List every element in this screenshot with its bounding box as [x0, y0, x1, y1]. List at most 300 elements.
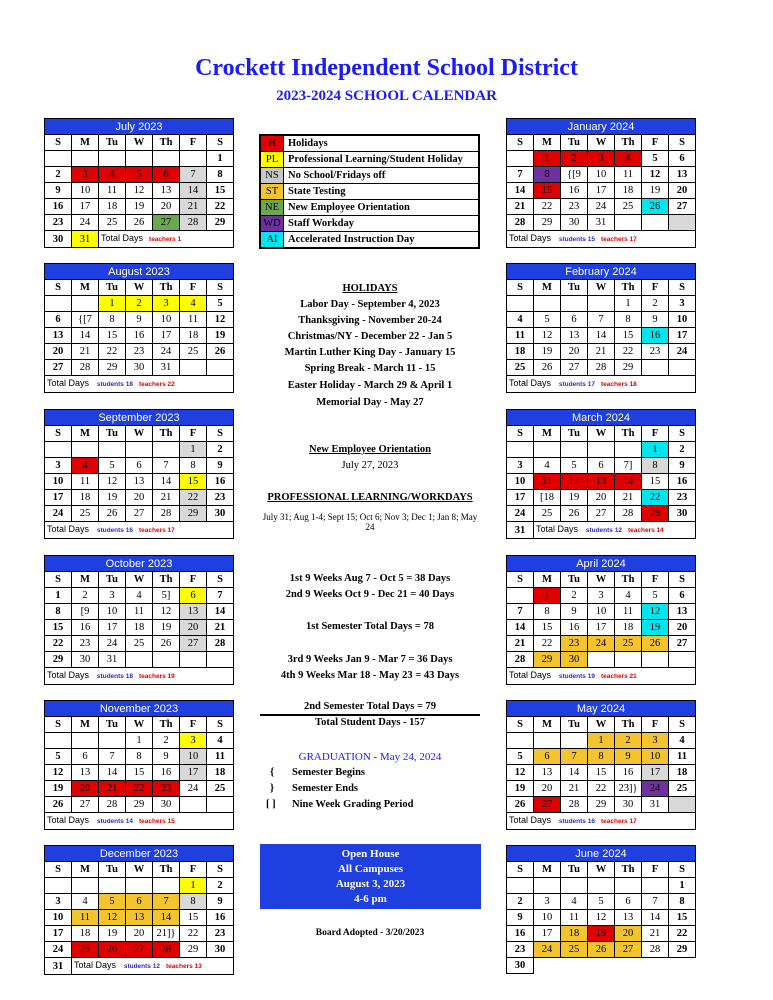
first-nine-weeks: 1st 9 Weeks Aug 7 - Oct 5 = 38 Days: [289, 573, 451, 584]
legend-label-holidays: Holidays: [284, 135, 480, 152]
day-cell: [507, 151, 534, 167]
total-days-cell: [99, 231, 234, 248]
month-grid: [44, 571, 234, 685]
day-cell: 25: [669, 781, 696, 797]
legend-code-state-testing: ST: [260, 184, 284, 200]
day-cell: 6: [126, 458, 153, 474]
day-cell: [99, 878, 126, 894]
day-cell: 24: [99, 636, 126, 652]
day-cell: 7: [561, 749, 588, 765]
day-cell: 14: [507, 183, 534, 199]
day-of-week-header: W: [126, 426, 153, 442]
day-cell: 12: [561, 474, 588, 490]
day-cell: 27: [561, 360, 588, 376]
week-row: [45, 652, 234, 668]
day-cell: 5: [588, 894, 615, 910]
week-row: [45, 620, 234, 636]
day-cell: [126, 878, 153, 894]
day-cell: 1: [534, 588, 561, 604]
day-of-week-header: F: [180, 135, 207, 151]
total-days-label: Total Days: [509, 378, 552, 388]
day-of-week-header: W: [126, 280, 153, 296]
calendar-subtitle: 2023-2024 SCHOOL CALENDAR: [276, 88, 497, 104]
day-cell: 11: [99, 183, 126, 199]
day-cell: 22: [642, 490, 669, 506]
month-header: December 2023: [44, 845, 234, 861]
day-cell: 30: [507, 958, 534, 974]
day-cell: 27: [153, 215, 180, 231]
day-of-week-header: S: [669, 717, 696, 733]
month-grid: [506, 716, 696, 830]
day-cell: 16: [207, 910, 234, 926]
day-cell: 13: [45, 328, 72, 344]
day-cell: [669, 797, 696, 813]
day-cell: 25: [534, 506, 561, 522]
day-cell: 27: [45, 360, 72, 376]
legend-code-new-employee: NE: [260, 200, 284, 216]
day-cell: 8: [534, 167, 561, 183]
day-cell: 11: [669, 749, 696, 765]
day-cell: [126, 442, 153, 458]
day-cell: 27: [180, 636, 207, 652]
day-of-week-header: W: [588, 135, 615, 151]
day-cell: 24: [669, 344, 696, 360]
day-cell: 18: [507, 344, 534, 360]
day-of-week-header: S: [669, 572, 696, 588]
day-cell: 19: [588, 926, 615, 942]
day-cell: 24: [45, 942, 72, 958]
day-cell: 25: [72, 942, 99, 958]
day-cell: 10: [45, 910, 72, 926]
day-cell: 25: [615, 636, 642, 652]
day-cell: 11: [180, 312, 207, 328]
total-days-label: Total Days: [47, 815, 90, 825]
day-cell: 30: [207, 942, 234, 958]
month-october-2023: [44, 555, 234, 685]
third-nine-weeks: 3rd 9 Weeks Jan 9 - Mar 7 = 36 Days: [287, 654, 453, 665]
day-cell: 8: [669, 894, 696, 910]
day-cell: 27: [669, 199, 696, 215]
day-cell: 29: [642, 506, 669, 522]
day-cell: 2: [72, 588, 99, 604]
day-cell: 1: [669, 878, 696, 894]
day-cell: [588, 878, 615, 894]
day-cell: 29: [45, 652, 72, 668]
day-cell: 21: [180, 199, 207, 215]
day-cell: [615, 652, 642, 668]
day-cell: 28: [615, 506, 642, 522]
week-row: [507, 474, 696, 490]
week-row: [45, 458, 234, 474]
day-cell: [561, 733, 588, 749]
students-count: students 18: [95, 673, 133, 680]
day-of-week-header: M: [534, 280, 561, 296]
day-cell: 13: [669, 167, 696, 183]
day-cell: [72, 878, 99, 894]
day-cell: 15: [669, 910, 696, 926]
total-days-cell: [45, 668, 234, 685]
day-of-week-header: S: [45, 280, 72, 296]
total-days-label: Total Days: [47, 670, 90, 680]
total-days-label: Total Days: [74, 960, 117, 970]
day-cell: [45, 151, 72, 167]
day-of-week-header: Th: [153, 862, 180, 878]
day-cell: [615, 878, 642, 894]
day-cell: 8: [126, 749, 153, 765]
day-cell: 5: [642, 151, 669, 167]
day-cell: 21: [99, 781, 126, 797]
day-cell: 10: [72, 183, 99, 199]
day-cell: 28: [99, 797, 126, 813]
day-of-week-header: S: [45, 426, 72, 442]
day-cell: 6: [669, 588, 696, 604]
day-cell: 7: [507, 167, 534, 183]
month-header: February 2024: [506, 263, 696, 279]
day-of-week-header: S: [507, 717, 534, 733]
week-row: [45, 813, 234, 830]
day-of-week-header: S: [507, 426, 534, 442]
day-cell: 30: [72, 652, 99, 668]
day-cell: 12: [99, 474, 126, 490]
day-of-week-header: S: [45, 572, 72, 588]
week-row: [507, 376, 696, 393]
day-cell: 17: [45, 926, 72, 942]
day-of-week-header: M: [534, 717, 561, 733]
day-cell: [45, 733, 72, 749]
day-cell: 3: [534, 894, 561, 910]
day-cell: 4: [126, 588, 153, 604]
day-cell: 13: [669, 604, 696, 620]
day-of-week-header: S: [507, 280, 534, 296]
day-cell: 9: [207, 894, 234, 910]
day-cell: 3: [588, 151, 615, 167]
day-cell: 4: [180, 296, 207, 312]
day-cell: 25: [561, 942, 588, 958]
day-of-week-header: Th: [153, 135, 180, 151]
day-cell: 20: [534, 781, 561, 797]
day-cell: 6: [126, 894, 153, 910]
day-cell: 26: [561, 506, 588, 522]
day-cell: 20: [669, 183, 696, 199]
day-cell: [45, 442, 72, 458]
district-title: Crockett Independent School District: [195, 55, 578, 81]
holidays-heading: HOLIDAYS: [342, 283, 398, 294]
day-of-week-header: M: [72, 426, 99, 442]
day-of-week-header: Th: [153, 426, 180, 442]
day-cell: 18: [615, 183, 642, 199]
week-row: [507, 442, 696, 458]
day-cell: 6: [153, 167, 180, 183]
day-of-week-header: S: [207, 572, 234, 588]
day-cell: 8: [615, 312, 642, 328]
week-row: [507, 458, 696, 474]
fourth-nine-weeks: 4th 9 Weeks Mar 18 - May 23 = 43 Days: [280, 670, 460, 681]
day-of-week-header: Tu: [561, 426, 588, 442]
board-adopted: Board Adopted - 3/20/2023: [315, 928, 425, 938]
day-cell: 26: [642, 636, 669, 652]
month-grid: [506, 571, 696, 685]
day-cell: 10: [534, 910, 561, 926]
month-grid: [44, 134, 234, 248]
day-cell: 29: [99, 360, 126, 376]
day-cell: 12: [642, 604, 669, 620]
day-cell: 19: [534, 344, 561, 360]
total-days-cell: [534, 522, 696, 539]
day-cell: 11: [72, 910, 99, 926]
day-cell: 28: [561, 797, 588, 813]
day-cell: 4: [72, 894, 99, 910]
open-house-box: [260, 844, 481, 909]
day-cell: 28: [207, 636, 234, 652]
day-cell: 3: [99, 588, 126, 604]
day-cell: 21: [588, 344, 615, 360]
day-cell: 27: [534, 797, 561, 813]
day-of-week-header: S: [669, 862, 696, 878]
day-cell: 13: [561, 328, 588, 344]
day-cell: 18: [615, 620, 642, 636]
day-cell: 28: [153, 506, 180, 522]
week-row: [507, 620, 696, 636]
day-of-week-header: Th: [153, 280, 180, 296]
day-cell: 22: [588, 781, 615, 797]
day-cell: 18: [72, 490, 99, 506]
day-cell: 18: [126, 620, 153, 636]
day-of-week-header: F: [180, 572, 207, 588]
day-cell: 6: [45, 312, 72, 328]
month-header: November 2023: [44, 700, 234, 716]
month-header: June 2024: [506, 845, 696, 861]
month-header: October 2023: [44, 555, 234, 571]
holiday-item: Easter Holiday - March 29 & April 1: [287, 380, 453, 391]
day-cell: 4: [99, 167, 126, 183]
day-cell: 12: [99, 910, 126, 926]
day-cell: 2: [126, 296, 153, 312]
day-cell: 17: [180, 765, 207, 781]
day-cell: 15: [615, 328, 642, 344]
day-cell: 15: [207, 183, 234, 199]
day-of-week-header: Th: [615, 426, 642, 442]
day-cell: 23: [642, 344, 669, 360]
week-row: [45, 926, 234, 942]
month-july-2023: [44, 118, 234, 248]
day-cell: [72, 151, 99, 167]
day-cell: 31: [642, 797, 669, 813]
month-grid: [506, 134, 696, 248]
day-cell: 23: [561, 636, 588, 652]
week-row: [507, 765, 696, 781]
month-grid: [506, 425, 696, 539]
day-cell: 9: [153, 749, 180, 765]
day-cell: 24: [642, 781, 669, 797]
day-cell: 5: [561, 458, 588, 474]
day-of-week-header: W: [126, 862, 153, 878]
total-days-label: Total Days: [47, 378, 90, 388]
day-cell: [669, 652, 696, 668]
day-cell: [153, 878, 180, 894]
day-cell: 3: [642, 733, 669, 749]
day-cell: 3: [669, 296, 696, 312]
day-cell: 24: [507, 506, 534, 522]
total-days-cell: [45, 376, 234, 393]
day-cell: 13: [126, 910, 153, 926]
day-cell: 14: [615, 474, 642, 490]
month-header: August 2023: [44, 263, 234, 279]
day-cell: 19: [99, 926, 126, 942]
day-cell: 16: [561, 620, 588, 636]
week-row: [45, 215, 234, 231]
week-row: [45, 878, 234, 894]
day-cell: 5: [99, 894, 126, 910]
workdays-dates: July 31; Aug 1-4; Sept 15; Oct 6; Nov 3; Dec 1; Jan 8; May 24: [262, 512, 478, 532]
week-row: [45, 749, 234, 765]
day-of-week-header: M: [72, 862, 99, 878]
symbol-grading-period: [266, 799, 496, 810]
day-cell: 2: [207, 878, 234, 894]
day-of-week-header: Tu: [561, 280, 588, 296]
day-cell: 21: [615, 490, 642, 506]
week-row: [45, 942, 234, 958]
week-row: [45, 328, 234, 344]
day-cell: 22: [207, 199, 234, 215]
week-row: [507, 733, 696, 749]
day-cell: 19: [507, 781, 534, 797]
day-cell: 5: [507, 749, 534, 765]
day-cell: 22: [45, 636, 72, 652]
month-november-2023: [44, 700, 234, 830]
symbol-semester-begins: [270, 767, 500, 778]
day-cell: 14: [72, 328, 99, 344]
week-row: [507, 813, 696, 830]
holiday-item: Spring Break - March 11 - 15: [304, 363, 436, 374]
day-cell: 29: [615, 360, 642, 376]
day-cell: 18: [72, 926, 99, 942]
day-cell: 8: [588, 749, 615, 765]
day-cell: 20: [561, 344, 588, 360]
day-cell: 23: [126, 344, 153, 360]
day-cell: 29: [180, 942, 207, 958]
day-cell: 9: [642, 312, 669, 328]
day-of-week-header: Tu: [99, 572, 126, 588]
day-cell: 16: [126, 328, 153, 344]
day-cell: 26: [207, 344, 234, 360]
day-cell: 14: [153, 910, 180, 926]
total-days-cell: [507, 376, 696, 393]
week-row: [507, 490, 696, 506]
day-cell: 17: [669, 328, 696, 344]
day-cell: [615, 215, 642, 231]
day-cell: 21]}: [153, 926, 180, 942]
day-of-week-header: M: [72, 717, 99, 733]
week-row: [45, 958, 234, 975]
day-of-week-header: S: [207, 862, 234, 878]
day-cell: 21: [561, 781, 588, 797]
day-cell: 24: [588, 199, 615, 215]
day-of-week-header: S: [507, 572, 534, 588]
day-cell: [642, 215, 669, 231]
open-house-line: August 3, 2023: [335, 878, 406, 890]
week-row: [45, 360, 234, 376]
day-cell: 15: [642, 474, 669, 490]
day-cell: 1: [180, 442, 207, 458]
day-cell: 2: [45, 167, 72, 183]
day-cell: 16: [507, 926, 534, 942]
day-cell: [561, 442, 588, 458]
total-days-cell: [507, 231, 696, 248]
day-cell: 28: [180, 215, 207, 231]
day-cell: 28: [642, 942, 669, 958]
day-cell: 3: [180, 733, 207, 749]
day-of-week-header: F: [180, 280, 207, 296]
day-cell: 16: [615, 765, 642, 781]
legend-code-holidays: H: [260, 135, 284, 152]
day-cell: [561, 296, 588, 312]
day-cell: 8: [180, 458, 207, 474]
day-cell: 29: [126, 797, 153, 813]
day-cell: 26: [45, 797, 72, 813]
day-cell: 21: [642, 926, 669, 942]
day-cell: 12: [588, 910, 615, 926]
day-of-week-header: F: [642, 280, 669, 296]
day-cell: 24: [153, 344, 180, 360]
day-cell: 5: [534, 312, 561, 328]
day-of-week-header: S: [45, 862, 72, 878]
day-cell: {[7: [72, 312, 99, 328]
day-cell: 22: [669, 926, 696, 942]
day-cell: [153, 151, 180, 167]
day-cell: 29: [669, 942, 696, 958]
day-cell: [180, 652, 207, 668]
day-cell: 19: [642, 620, 669, 636]
workdays-heading: PROFESSIONAL LEARNING/WORKDAYS: [267, 492, 473, 503]
week-row: [507, 522, 696, 539]
day-cell: 29: [534, 215, 561, 231]
day-cell: 4: [615, 588, 642, 604]
week-row: [45, 231, 234, 248]
week-row: [507, 199, 696, 215]
open-house-line: All Campuses: [337, 863, 404, 875]
day-cell: 20: [45, 344, 72, 360]
day-of-week-header: M: [534, 572, 561, 588]
legend-label-no-school: No School/Fridays off: [284, 168, 480, 184]
day-cell: [507, 442, 534, 458]
students-count: students 16: [95, 527, 133, 534]
day-cell: [99, 733, 126, 749]
day-cell: [615, 442, 642, 458]
day-of-week-header: W: [588, 426, 615, 442]
week-row: [507, 797, 696, 813]
day-cell: 5: [126, 167, 153, 183]
day-of-week-header: Tu: [561, 572, 588, 588]
day-cell: 6: [72, 749, 99, 765]
day-cell: 16: [153, 765, 180, 781]
day-cell: 11: [207, 749, 234, 765]
day-cell: [642, 652, 669, 668]
day-cell: 20: [588, 490, 615, 506]
day-cell: 31: [72, 231, 99, 248]
students-count: students 16: [557, 818, 595, 825]
total-days-label: Total Days: [101, 233, 144, 243]
total-days-label: Total Days: [509, 233, 552, 243]
day-cell: [588, 296, 615, 312]
week-row: [507, 652, 696, 668]
day-cell: 13: [72, 765, 99, 781]
day-cell: 6: [669, 151, 696, 167]
teachers-count: teachers 14: [627, 527, 664, 534]
day-cell: 14: [642, 910, 669, 926]
day-cell: 6: [615, 894, 642, 910]
day-cell: 3: [45, 894, 72, 910]
holiday-item: Thanksgiving - November 20-24: [298, 315, 442, 326]
